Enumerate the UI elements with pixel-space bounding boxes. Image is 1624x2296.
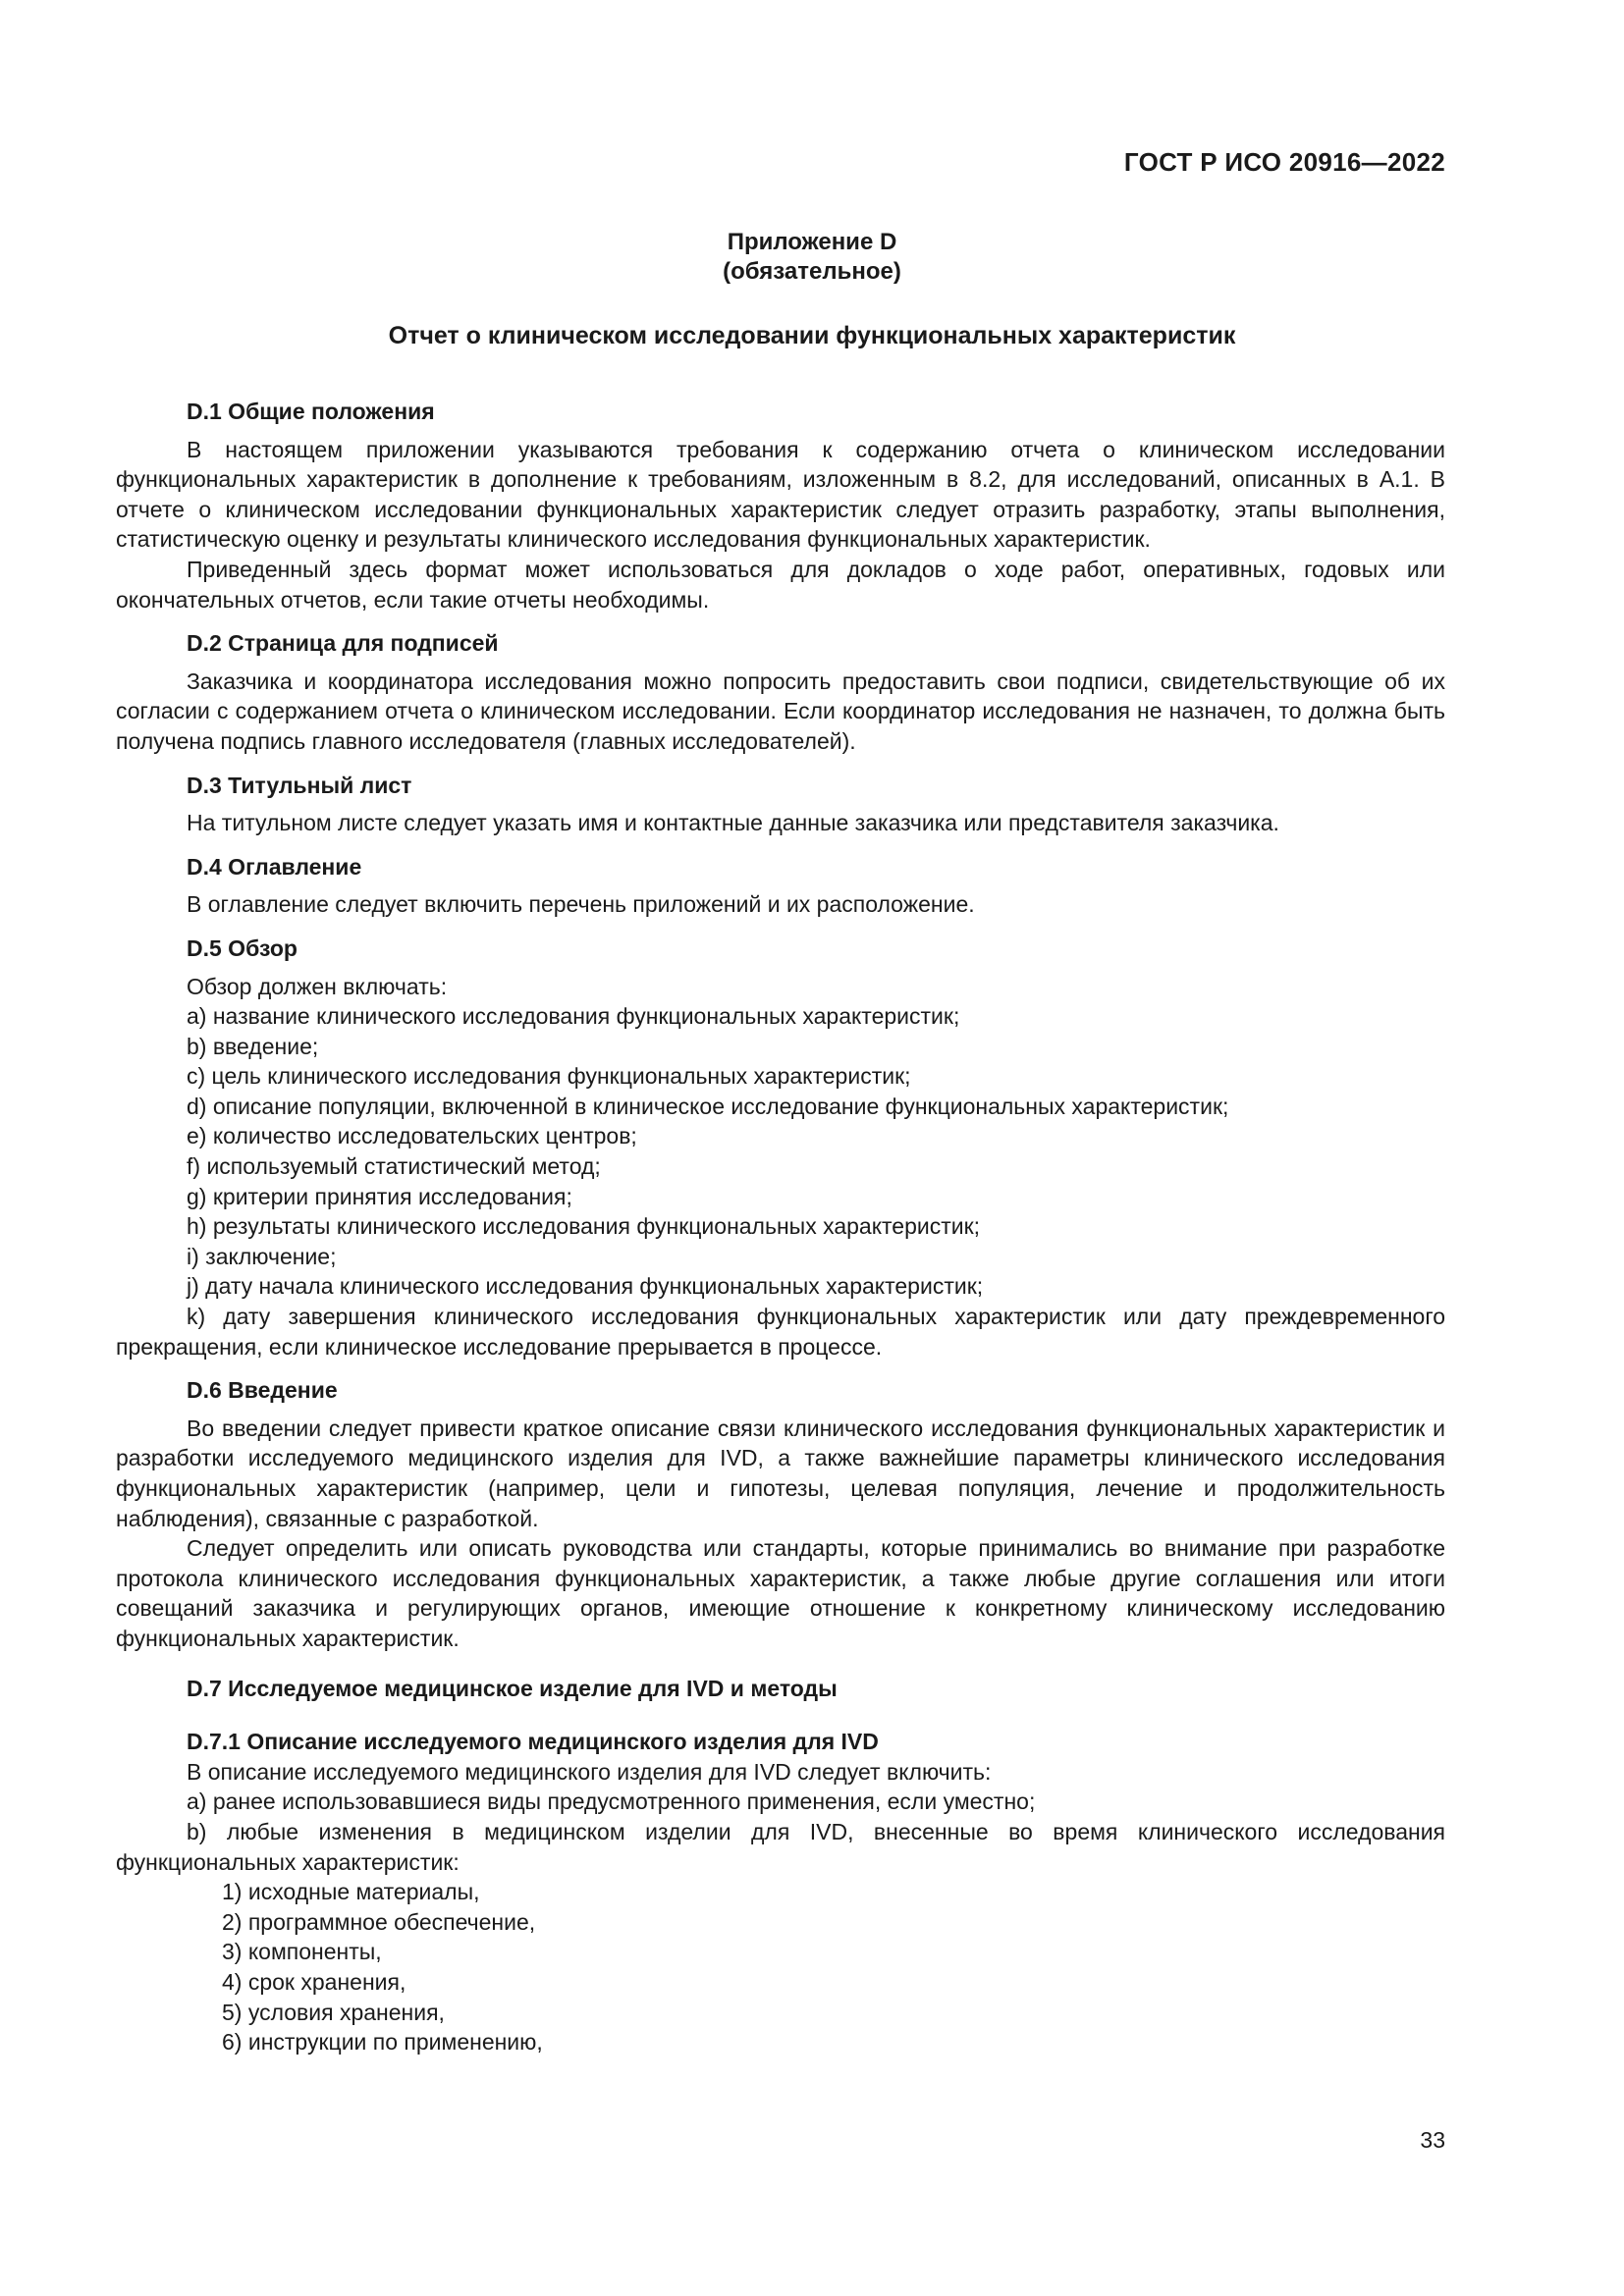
paragraph: В оглавление следует включить перечень приложений и их расположение. [187,891,975,918]
sub-list-item: 3) компоненты, [222,1939,382,1965]
document-body [116,397,1445,2057]
paragraph: Во введении следует привести краткое описание связи клинического исследования функциональных характеристик и разработки исследуемого медицинского изделия для IVD, а также важнейшие параметры клинического исследования функциональных характеристик (например, цели и гипотезы, целевая популяция, лечение и продолжительность наблюдения), связанные с разработкой. [116,1415,1445,1531]
list-item: a) название клинического исследования функциональных характеристик; [187,1003,960,1030]
standard-code: ГОСТ Р ИСО 20916—2022 [1123,147,1445,177]
document-title: Отчет о клиническом исследовании функциональных характеристик [388,322,1236,349]
list-item: h) результаты клинического исследования функциональных характеристик; [187,1213,981,1240]
list-item: а) ранее использовавшиеся виды предусмотренного применения, если уместно; [187,1789,1036,1815]
appendix-status: (обязательное) [723,258,901,285]
section-heading-d4: D.4 Оглавление [187,853,362,880]
section-heading-d5: D.5 Обзор [187,934,298,961]
page-number: 33 [1420,2127,1445,2153]
paragraph: В настоящем приложении указываются требования к содержанию отчета о клиническом исследовании функциональных характеристик в дополнение к требованиям, изложенным в 8.2, для исследований, описанных в А.1. В отчете о клиническом исследовании функциональных характеристик следует отразить разработку, этапы выполнения, статистическую оценку и результаты клинического исследования функциональных характеристик. [116,436,1445,553]
paragraph: Следует определить или описать руководства или стандарты, которые принимались во внимание при разработке протокола клинического исследования функциональных характеристик, а также любые другие соглашения или итоги совещаний заказчика и регулирующих органов, имеющие отношение к конкретному клиническому исследованию функциональных характеристик. [116,1535,1445,1651]
appendix-title: Приложение D [727,229,897,255]
section-heading-d6: D.6 Введение [187,1377,338,1404]
list-item: f) используемый статистический метод; [187,1153,601,1180]
section-heading-d1: D.1 Общие положения [187,399,435,424]
list-item: j) дату начала клинического исследования функциональных характеристик; [187,1273,984,1300]
list-intro: В описание исследуемого медицинского изделия для IVD следует включить: [187,1758,992,1785]
section-heading-d2: D.2 Страница для подписей [187,630,499,657]
paragraph: На титульном листе следует указать имя и контактные данные заказчика или представителя заказчика. [187,810,1279,836]
section-heading-d7-1: D.7.1 Описание исследуемого медицинского изделия для IVD [187,1729,879,1755]
list-item: i) заключение; [187,1243,337,1269]
list-item: b) любые изменения в медицинском изделии для IVD, внесенные во время клинического исследования функциональных характеристик: [116,1818,1445,1875]
sub-list-item: 4) срок хранения, [222,1968,406,1995]
list-item: e) количество исследовательских центров; [187,1123,637,1149]
sub-list-item: 6) инструкции по применению, [222,2029,543,2056]
section-heading-d7: D.7 Исследуемое медицинское изделие для IVD и методы [187,1675,838,1701]
paragraph: Заказчика и координатора исследования можно попросить предоставить свои подписи, свидетельствующие об их согласии с содержанием отчета о клиническом исследовании. Если координатор исследования не назначен, то должна быть получена подпись главного исследователя (главных исследователей). [116,667,1445,754]
list-intro: Обзор должен включать: [187,973,448,999]
list-item: d) описание популяции, включенной в клиническое исследование функциональных характеристик; [187,1093,1229,1119]
sub-list-item: 5) условия хранения, [222,1999,445,2025]
appendix-header [0,228,1624,287]
sub-list-item: 2) программное обеспечение, [222,1908,536,1935]
section-heading-d3: D.3 Титульный лист [187,772,412,798]
list-item: c) цель клинического исследования функциональных характеристик; [187,1063,911,1090]
sub-list-item: 1) исходные материалы, [222,1879,480,1905]
list-item: k) дату завершения клинического исследования функциональных характеристик или дату преждевременного прекращения, если клиническое исследование прерывается в процессе. [116,1304,1445,1360]
paragraph: Приведенный здесь формат может использоваться для докладов о ходе работ, оперативных, годовых или окончательных отчетов, если такие отчеты необходимы. [116,556,1445,613]
list-item: g) критерии принятия исследования; [187,1183,572,1209]
list-item: b) введение; [187,1033,319,1059]
